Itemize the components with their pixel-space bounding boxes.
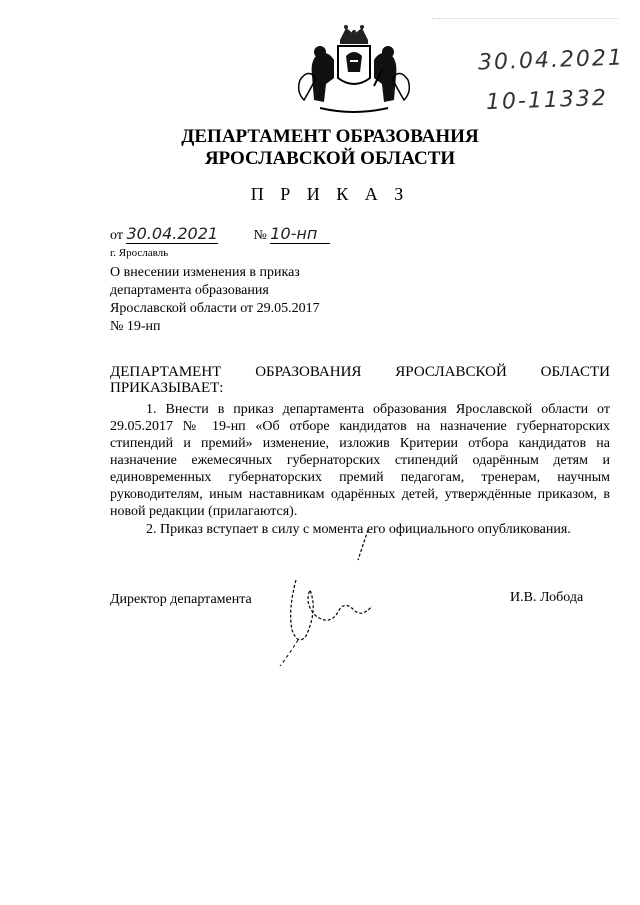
order-number: 10-нп [270, 224, 330, 244]
department-decree-heading [110, 364, 610, 381]
subject-line2: департамента образования [110, 283, 269, 298]
subject-line4: № 19-нп [110, 319, 161, 334]
decree-word3: ЯРОСЛАВСКОЙ [395, 364, 507, 380]
document-type: П Р И К А З [250, 184, 410, 204]
number-prefix: № [253, 228, 267, 243]
subject-line3: Ярославской области от 29.05.2017 [110, 301, 320, 316]
department-title [120, 126, 540, 170]
order-date: 30.04.2021 [126, 224, 219, 243]
order-subject [110, 264, 370, 336]
decree-word1: ДЕПАРТАМЕНТ [110, 364, 222, 380]
from-prefix: от [110, 228, 123, 243]
department-title-line2: ЯРОСЛАВСКОЙ ОБЛАСТИ [204, 148, 456, 169]
department-title-line1: ДЕПАРТАМЕНТ ОБРАЗОВАНИЯ [181, 126, 479, 147]
orders-word: ПРИКАЗЫВАЕТ: [110, 380, 224, 396]
director-position: Директор департамента [110, 592, 252, 607]
paragraph-1: 1. Внести в приказ департамента образования Ярославской области от 29.05.2017 № 19-нп «Об отборе кандидатов на назначение губернаторских стипендий и премий» изменение, изложив Критерии отбора кандидатов на назначение ежемесячных губернаторских стипендий одарённым детям и единовременных губернаторских премий педагогам, тренерам, научным руководителям, иным наставникам одарённых детей, утверждённые приказом, в новой редакции (прилагаются). [110, 402, 610, 519]
yaroslavl-coat-of-arms-icon [290, 20, 418, 118]
decree-word2: ОБРАЗОВАНИЯ [255, 364, 362, 380]
paragraph-2: 2. Приказ вступает в силу с момента его официального опубликования. [146, 522, 571, 537]
city-label: г. Ярославль [110, 247, 169, 259]
registration-number: 10-11332 [485, 85, 609, 116]
subject-line1: О внесении изменения в приказ [110, 265, 300, 280]
signer-name: И.В. Лобода [510, 590, 584, 605]
stamp-background [432, 18, 618, 45]
decree-word4: ОБЛАСТИ [540, 364, 610, 380]
order-date-number-line [110, 224, 330, 244]
handwritten-signature-icon [258, 520, 398, 670]
registration-date: 30.04.2021 [477, 45, 625, 76]
